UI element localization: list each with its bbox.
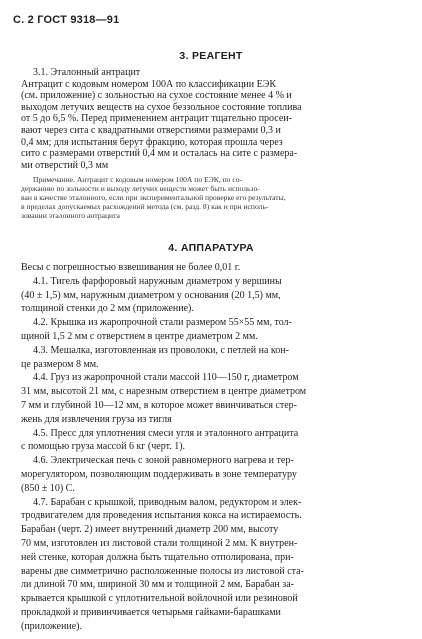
section-3-note xyxy=(21,176,406,221)
text-line: 4.6. Электрическая печь с зоной равномерного нагрева и тер- xyxy=(33,455,294,467)
text-line: це размером 8 мм. xyxy=(21,358,99,370)
text-line: с помощью груза массой 6 кг (черт. 1). xyxy=(21,441,186,453)
section-4-title: 4. АППАРАТУРА xyxy=(168,242,254,254)
text-line: 4.2. Крышка из жаропрочной стали размером 55×55 мм, тол- xyxy=(33,317,292,329)
text-line: от 5 до 6,5 %. Перед применением антрацит тщательно просеи- xyxy=(21,113,292,125)
text-line: Весы с погрешностью взвешивания не более 0,01 г. xyxy=(21,262,241,273)
text-line: Антрацит с кодовым номером 100А по классификации ЕЭК xyxy=(21,78,276,90)
text-line: 3.1. Эталонный антрацит xyxy=(33,67,141,78)
text-line: 7 мм и глубиной 10—12 мм, в которое может ввинчиваться стер- xyxy=(21,399,298,411)
section-4-text xyxy=(21,261,406,634)
text-line: ней стенке, которая должна быть тщательно отполирована, при- xyxy=(21,551,294,563)
text-line: вают через сита с квадратными отверстиями размерами 0,3 и xyxy=(21,124,281,136)
text-line: толщиной стенки до 2 мм (приложение). xyxy=(21,303,194,315)
text-line: тродвигателем для проведения испытания кокса на истираемость. xyxy=(21,510,302,522)
text-line: 4.4. Груз из жаропрочной стали массой 110—150 г, диаметром xyxy=(33,372,299,384)
text-line: выходом летучих веществ на сухое беззольное состояние топлива xyxy=(21,101,302,113)
text-line: (40 ± 1,5) мм, наружным диаметром у основания (20 1,5) мм, xyxy=(21,289,281,301)
text-line: 4.3. Мешалка, изготовленная из проволоки, с петлей на кон- xyxy=(33,344,289,356)
text-line: 4.5. Пресс для уплотнения смеси угля и эталонного антрацита xyxy=(33,427,299,439)
section-3-title: 3. РЕАГЕНТ xyxy=(179,50,243,62)
page-header: С. 2 ГОСТ 9318—91 xyxy=(13,14,120,26)
text-line: 31 мм, высотой 21 мм, с нарезным отверстием в центре диаметром xyxy=(21,386,307,398)
text-line: крывается крышкой с уплотнительной войлочной или резиновой xyxy=(21,593,298,605)
text-line: 70 мм, изготовлен из листовой стали толщиной 2 мм. К внутрен- xyxy=(21,537,298,549)
text-line: 4.1. Тигель фарфоровый наружным диаметром у вершины xyxy=(33,275,282,287)
text-line: 4.7. Барабан с крышкой, приводным валом, редуктором и элек- xyxy=(33,496,302,508)
text-line: щиной 1,5 2 мм с отверстием в центре диаметром 2 мм. xyxy=(21,330,258,342)
note-line: держанию по зольности и выходу летучих веществ может быть использо- xyxy=(21,184,260,193)
text-line: ли длиной 70 мм, шириной 30 мм и толщиной 2 мм. Барабан за- xyxy=(21,579,294,591)
note-line: в пределах допускаемых расхождений метода (см. разд. 8) как и при исполь- xyxy=(21,202,269,211)
note-line: Примечание. Антрацит с кодовым номером 100А по ЕЭК, по со- xyxy=(33,176,243,184)
note-line: ван в качестве эталонного, если при экспериментальной проверке его результаты, xyxy=(21,193,286,202)
text-line: (приложение). xyxy=(21,620,82,632)
text-line: жень для извлечения груза из тигля xyxy=(21,413,172,425)
text-line: Барабан (черт. 2) имеет внутренний диаметр 200 мм, высоту xyxy=(21,524,279,536)
text-line: ми отверстий 0,3 мм xyxy=(21,159,109,171)
text-line: морегулятором, позволяющим поддерживать в зоне температуру xyxy=(21,468,297,480)
text-line: прокладкой и привинчивается четырьмя гайками-барашками xyxy=(21,606,281,618)
section-3-text xyxy=(21,67,406,171)
text-line: (850 ± 10) С. xyxy=(21,482,75,494)
note-line: зовании эталонного антрацита xyxy=(21,211,120,220)
text-line: сито с размерами отверстий 0,4 мм и осталась на сите с размера- xyxy=(21,148,298,160)
text-line: варены две симметрично расположенные полосы из листовой ста- xyxy=(21,565,304,577)
text-line: (см. приложение) с зольностью на сухое состояние менее 4 % и xyxy=(21,90,292,102)
text-line: 0,4 мм; для испытания берут фракцию, которая прошла через xyxy=(21,136,283,148)
